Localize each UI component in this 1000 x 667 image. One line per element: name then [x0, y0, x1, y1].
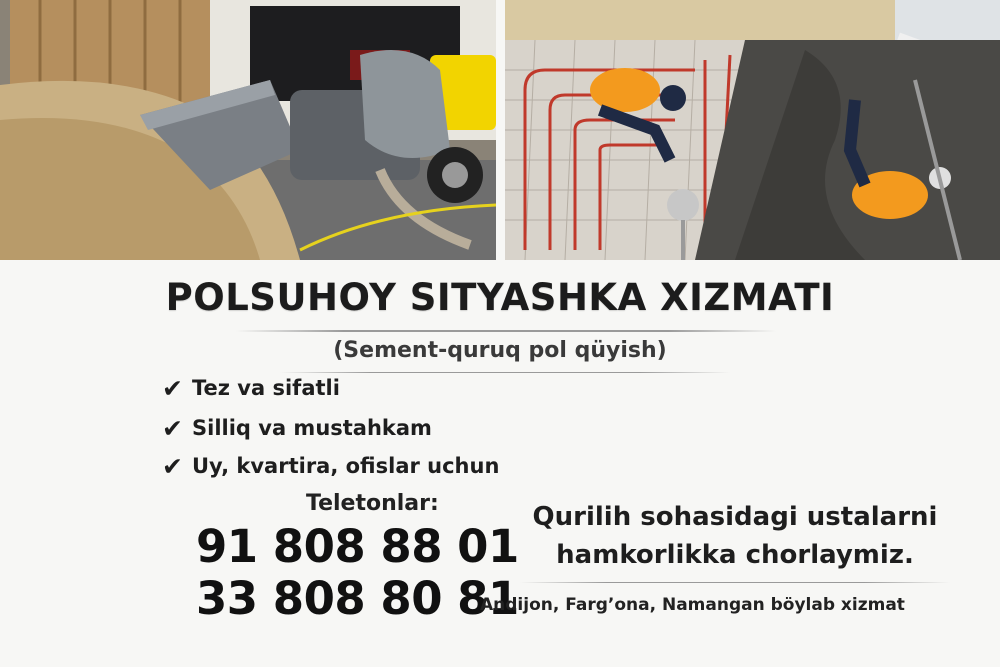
check-icon: ✔: [162, 452, 183, 481]
check-icon: ✔: [162, 414, 183, 443]
feature-item: [162, 414, 432, 443]
feature-text: Uy, kvartira, ofislar uchun: [192, 454, 500, 478]
page-title: POLSUHOY SITYASHKA XIZMATI: [165, 276, 835, 319]
phones-label: Teletonlar:: [306, 491, 439, 516]
invite-divider: [520, 582, 950, 583]
page-subtitle: (Sement-quruq pol qüyish): [333, 338, 667, 363]
subtitle-divider: [280, 372, 730, 373]
feature-item: [162, 374, 340, 403]
feature-item: [162, 452, 499, 481]
phone-number[interactable]: 91 808 88 01: [196, 520, 519, 573]
check-icon: ✔: [162, 374, 183, 403]
title-divider: [236, 330, 776, 332]
invite-line: hamkorlikka chorlaymiz.: [556, 540, 914, 570]
invite-line: Qurilih sohasidagi ustalarni: [532, 502, 938, 532]
partnership-invite: [520, 498, 950, 574]
feature-text: Tez va sifatli: [192, 376, 340, 400]
photo-floor-workers: [505, 0, 1000, 260]
service-region: Andijon, Farg’ona, Namangan böylab xizmat: [480, 595, 905, 615]
photo-screed-machine: [0, 0, 496, 260]
feature-text: Silliq va mustahkam: [192, 416, 432, 440]
phone-number[interactable]: 33 808 80 81: [196, 572, 519, 625]
